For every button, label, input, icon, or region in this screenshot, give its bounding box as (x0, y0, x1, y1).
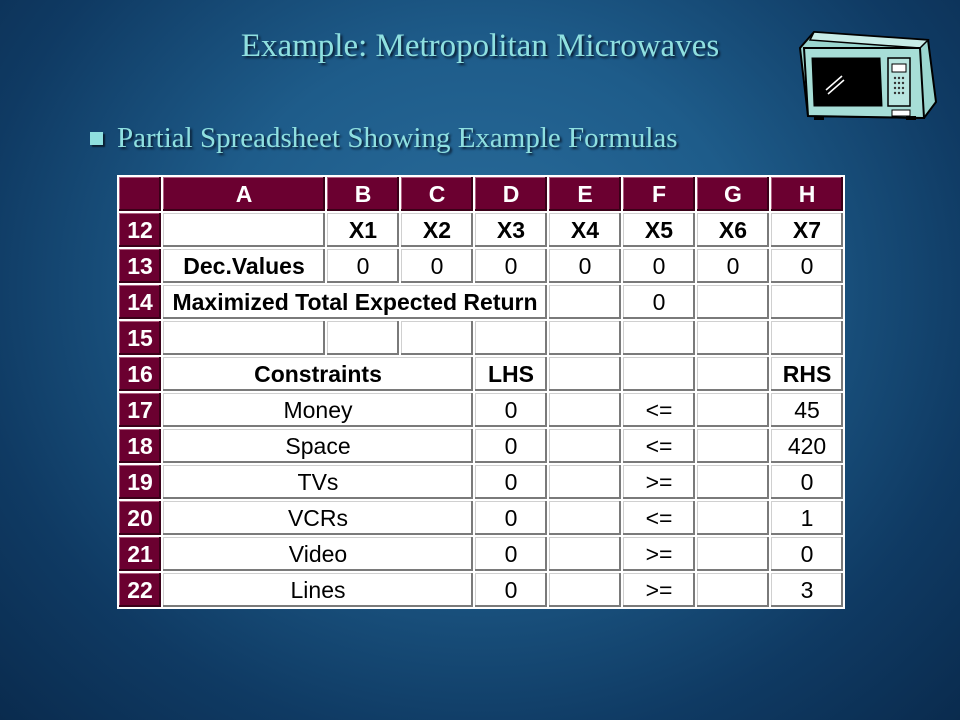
constraint-name[interactable]: Space (162, 428, 474, 464)
row-header-20[interactable]: 20 (118, 500, 162, 536)
cell-h12[interactable]: X7 (770, 212, 844, 248)
constraint-lhs[interactable]: 0 (474, 500, 548, 536)
constraint-operator[interactable]: >= (622, 572, 696, 608)
cell-g16[interactable] (696, 356, 770, 392)
constraint-lhs[interactable]: 0 (474, 464, 548, 500)
bullet-item (90, 122, 678, 155)
cell-c15[interactable] (400, 320, 474, 356)
constraint-name[interactable]: Video (162, 536, 474, 572)
constraint-rhs[interactable]: 0 (770, 536, 844, 572)
constraint-operator[interactable]: <= (622, 428, 696, 464)
row-header-18[interactable]: 18 (118, 428, 162, 464)
constraint-rhs[interactable]: 0 (770, 464, 844, 500)
cell-e15[interactable] (548, 320, 622, 356)
cell-h14[interactable] (770, 284, 844, 320)
square-bullet-icon (90, 132, 103, 145)
constraint-rhs[interactable]: 3 (770, 572, 844, 608)
column-header-c[interactable]: C (400, 176, 474, 212)
column-header-b[interactable]: B (326, 176, 400, 212)
constraint-rhs[interactable]: 45 (770, 392, 844, 428)
constraint-operator[interactable]: >= (622, 464, 696, 500)
cell-e16[interactable] (548, 356, 622, 392)
column-header-f[interactable]: F (622, 176, 696, 212)
row-header-19[interactable]: 19 (118, 464, 162, 500)
table-row (118, 500, 844, 536)
cell-d16[interactable]: LHS (474, 356, 548, 392)
cell-f15[interactable] (622, 320, 696, 356)
cell-e20[interactable] (548, 500, 622, 536)
cell-h13[interactable]: 0 (770, 248, 844, 284)
row-header-17[interactable]: 17 (118, 392, 162, 428)
cell-g22[interactable] (696, 572, 770, 608)
table-row (118, 392, 844, 428)
column-header-e[interactable]: E (548, 176, 622, 212)
microwave-icon (796, 26, 940, 130)
cell-a12[interactable] (162, 212, 326, 248)
cell-e13[interactable]: 0 (548, 248, 622, 284)
constraint-name[interactable]: TVs (162, 464, 474, 500)
constraint-operator[interactable]: >= (622, 536, 696, 572)
row-header-21[interactable]: 21 (118, 536, 162, 572)
cell-d15[interactable] (474, 320, 548, 356)
cell-g13[interactable]: 0 (696, 248, 770, 284)
cell-a15[interactable] (162, 320, 326, 356)
cell-g14[interactable] (696, 284, 770, 320)
cell-g19[interactable] (696, 464, 770, 500)
cell-e17[interactable] (548, 392, 622, 428)
constraint-name[interactable]: Lines (162, 572, 474, 608)
table-row (118, 356, 844, 392)
constraint-lhs[interactable]: 0 (474, 392, 548, 428)
cell-g20[interactable] (696, 500, 770, 536)
row-header-15[interactable]: 15 (118, 320, 162, 356)
column-header-h[interactable]: H (770, 176, 844, 212)
row-header-12[interactable]: 12 (118, 212, 162, 248)
constraint-operator[interactable]: <= (622, 500, 696, 536)
cell-d13[interactable]: 0 (474, 248, 548, 284)
bullet-text: Partial Spreadsheet Showing Example Formulas (117, 122, 678, 154)
row-header-14[interactable]: 14 (118, 284, 162, 320)
corner-cell[interactable] (118, 176, 162, 212)
table-row (118, 248, 844, 284)
cell-g18[interactable] (696, 428, 770, 464)
cell-f13[interactable]: 0 (622, 248, 696, 284)
cell-e19[interactable] (548, 464, 622, 500)
cell-b12[interactable]: X1 (326, 212, 400, 248)
cell-b15[interactable] (326, 320, 400, 356)
constraint-rhs[interactable]: 1 (770, 500, 844, 536)
cell-e22[interactable] (548, 572, 622, 608)
cell-e21[interactable] (548, 536, 622, 572)
cell-g17[interactable] (696, 392, 770, 428)
cell-f14[interactable]: 0 (622, 284, 696, 320)
cell-c12[interactable]: X2 (400, 212, 474, 248)
cell-b13[interactable]: 0 (326, 248, 400, 284)
table-row (118, 284, 844, 320)
constraint-rhs[interactable]: 420 (770, 428, 844, 464)
cell-h16[interactable]: RHS (770, 356, 844, 392)
cell-e12[interactable]: X4 (548, 212, 622, 248)
table-row (118, 572, 844, 608)
cell-g12[interactable]: X6 (696, 212, 770, 248)
cell-d12[interactable]: X3 (474, 212, 548, 248)
column-header-g[interactable]: G (696, 176, 770, 212)
cell-a13[interactable]: Dec.Values (162, 248, 326, 284)
spreadsheet-table (117, 175, 845, 609)
cell-a14[interactable]: Maximized Total Expected Return (162, 284, 548, 320)
cell-h15[interactable] (770, 320, 844, 356)
constraint-lhs[interactable]: 0 (474, 536, 548, 572)
constraint-name[interactable]: Money (162, 392, 474, 428)
cell-f16[interactable] (622, 356, 696, 392)
table-row (118, 428, 844, 464)
constraint-name[interactable]: VCRs (162, 500, 474, 536)
constraint-lhs[interactable]: 0 (474, 428, 548, 464)
column-header-d[interactable]: D (474, 176, 548, 212)
cell-a16[interactable]: Constraints (162, 356, 474, 392)
row-header-22[interactable]: 22 (118, 572, 162, 608)
table-row (118, 212, 844, 248)
column-header-a[interactable]: A (162, 176, 326, 212)
row-header-13[interactable]: 13 (118, 248, 162, 284)
table-row (118, 320, 844, 356)
column-header-row (118, 176, 844, 212)
constraint-lhs[interactable]: 0 (474, 572, 548, 608)
slide-title: Example: Metropolitan Microwaves (240, 28, 720, 64)
cell-g21[interactable] (696, 536, 770, 572)
row-header-16[interactable]: 16 (118, 356, 162, 392)
table-row (118, 536, 844, 572)
cell-e14[interactable] (548, 284, 622, 320)
constraint-operator[interactable]: <= (622, 392, 696, 428)
table-row (118, 464, 844, 500)
cell-e18[interactable] (548, 428, 622, 464)
cell-c13[interactable]: 0 (400, 248, 474, 284)
cell-g15[interactable] (696, 320, 770, 356)
cell-f12[interactable]: X5 (622, 212, 696, 248)
